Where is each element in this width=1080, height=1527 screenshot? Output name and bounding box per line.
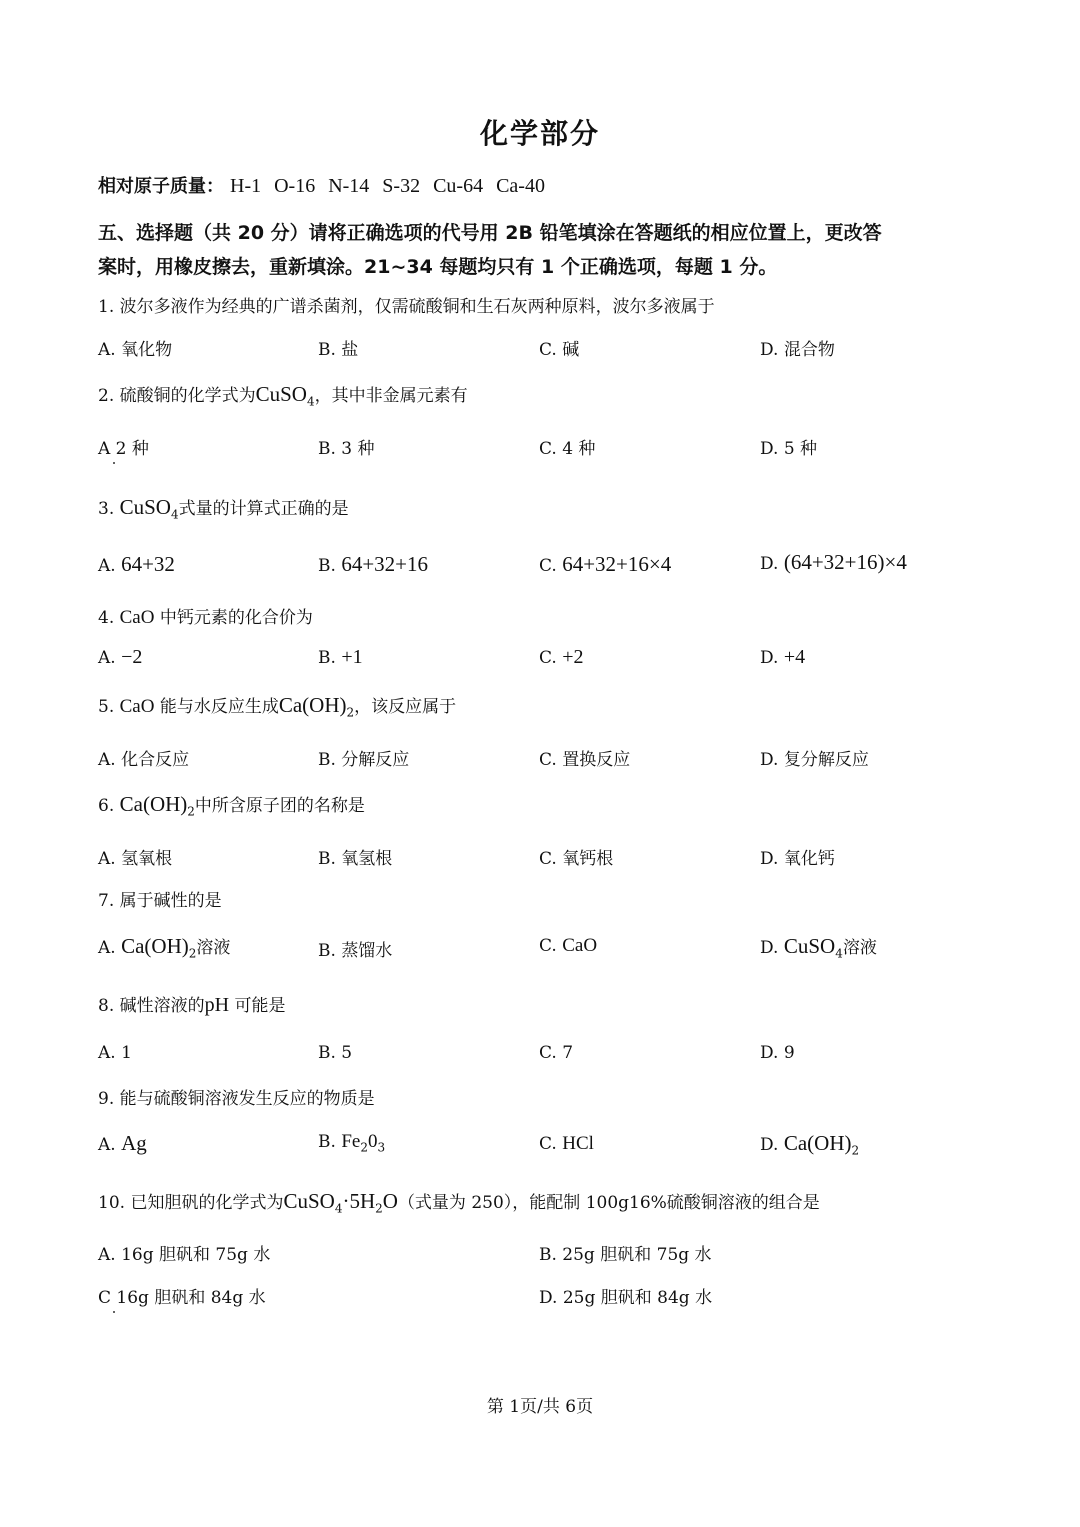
stray-dot — [113, 462, 115, 464]
question-5: 5. CaO 能与水反应生成$Ca(OH)_2$，该反应属于 — [98, 693, 457, 720]
q5-option-b: B. 分解反应 — [318, 750, 410, 770]
q7-option-d: D. CuSO$_4$溶液 — [760, 934, 877, 961]
question-10: 10. 已知胆矾的化学式为$CuSO_4\cdot 5H_2O$（式量为 250），能配制 100g16%硫酸铜溶液的组合是 — [98, 1189, 820, 1216]
stray-dot — [113, 1311, 115, 1313]
q2-option-d: D. 5 种 — [760, 439, 818, 459]
q7-option-a: A. $Ca(OH)_2$溶液 — [98, 934, 231, 961]
q4-option-d: D. +4 — [760, 646, 806, 668]
page-footer: 第 1页/共 6页 — [486, 1397, 594, 1417]
q3-option-c: C. 64+32+16×4 — [539, 552, 672, 576]
q10-option-b: B. 25g 胆矾和 75g 水 — [539, 1245, 712, 1265]
q9-option-a: A. Ag — [98, 1131, 147, 1155]
q6-option-d: D. 氧化钙 — [760, 849, 835, 869]
q4-option-a: A. −2 — [98, 646, 143, 668]
q7-option-b: B. 蒸馏水 — [318, 941, 393, 961]
question-6: 6. $Ca(OH)_2$中所含原子团的名称是 — [98, 792, 365, 819]
q7-option-c: C. CaO — [539, 935, 598, 956]
section-line-1: 五、选择题（共 20 分）请将正确选项的代号用 2B 铅笔填涂在答题纸的相应位置上，更改答 — [98, 222, 882, 244]
question-3: 3. CuSO$_4$式量的计算式正确的是 — [98, 495, 349, 522]
q1-option-c: C. 碱 — [539, 340, 580, 360]
atomic-mass-values: H-1 O-16 N-14 S-32 Cu-64 Ca-40 — [230, 175, 545, 197]
q3-option-a: A. 64+32 — [98, 552, 175, 576]
q2-option-a: A 2 种 — [98, 439, 149, 459]
question-7: 7. 属于碱性的是 — [98, 891, 222, 911]
q6-option-a: A. 氢氧根 — [98, 849, 173, 869]
section-line-2: 案时，用橡皮擦去，重新填涂。21~34 每题均只有 1 个正确选项，每题 1 分。 — [98, 256, 778, 278]
atomic-mass-label: 相对原子质量： — [98, 176, 224, 197]
q8-option-a: A. 1 — [98, 1043, 132, 1063]
q9-option-b: B. $Fe_20_3$ — [318, 1131, 386, 1155]
q8-option-c: C. 7 — [539, 1043, 574, 1063]
q9-option-c: C. HCl — [539, 1133, 594, 1154]
formula: CuSO — [255, 382, 307, 406]
question-8: 8. 碱性溶液的pH 可能是 — [98, 994, 286, 1016]
q3-option-d: D. (64+32+16)×4 — [760, 550, 907, 574]
q10-option-c: C 16g 胆矾和 84g 水 — [98, 1288, 266, 1308]
q5-option-d: D. 复分解反应 — [760, 750, 869, 770]
page-title: 化学部分 — [479, 117, 600, 150]
q10-option-a: A. 16g 胆矾和 75g 水 — [98, 1245, 271, 1265]
q5-option-a: A. 化合反应 — [98, 750, 190, 770]
question-1: 1. 波尔多液作为经典的广谱杀菌剂，仅需硫酸铜和生石灰两种原料，波尔多液属于 — [98, 297, 715, 317]
q1-option-b: B. 盐 — [318, 340, 359, 360]
question-4: 4. CaO 中钙元素的化合价为 — [98, 607, 313, 628]
q3-option-b: B. 64+32+16 — [318, 552, 428, 576]
q1-option-a: A. 氧化物 — [98, 340, 173, 360]
q8-option-b: B. 5 — [318, 1043, 353, 1063]
q2-option-b: B. 3 种 — [318, 439, 375, 459]
q1-option-d: D. 混合物 — [760, 340, 835, 360]
q4-option-b: B. +1 — [318, 646, 363, 668]
q6-option-b: B. 氧氢根 — [318, 849, 393, 869]
section-instructions — [98, 216, 988, 284]
q2-option-c: C. 4 种 — [539, 439, 596, 459]
q10-option-d: D. 25g 胆矾和 84g 水 — [539, 1288, 713, 1308]
question-2: 2. 硫酸铜的化学式为CuSO$_4$，其中非金属元素有 — [98, 382, 468, 409]
q8-option-d: D. 9 — [760, 1043, 795, 1063]
q5-option-c: C. 置换反应 — [539, 750, 631, 770]
question-9: 9. 能与硫酸铜溶液发生反应的物质是 — [98, 1089, 375, 1109]
atomic-mass-line — [98, 172, 545, 198]
formula: CuSO — [119, 495, 171, 519]
q6-option-c: C. 氧钙根 — [539, 849, 614, 869]
q9-option-d: D. $Ca(OH)_2$ — [760, 1131, 860, 1158]
q4-option-c: C. +2 — [539, 646, 584, 668]
